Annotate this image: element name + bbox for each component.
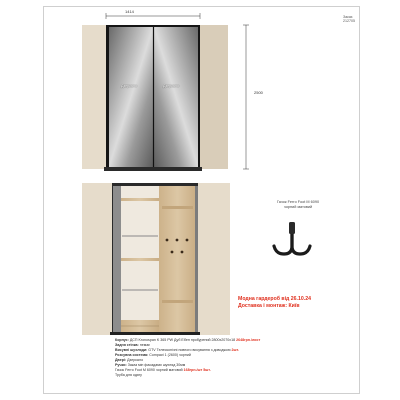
hook-caption-line-2: чорний матовий [283,205,313,209]
specs-list [115,338,355,378]
wardrobe-interior-view [82,183,230,335]
panel-shelf-bottom [162,300,193,303]
spec-row: Корпус: ДСП Kronospan K 365 PW Дуб Ебен пробурений 2800x2070x18 2648грн./лист [115,338,261,342]
interior-floor-rail [110,332,200,335]
hook-2-icon [176,239,179,242]
order-delivery: Доставка і монтаж: Київ [238,303,300,309]
panel-shelf-top [162,206,193,209]
hook-caption [259,200,337,210]
spec-row: Труба для одягу [115,373,142,378]
mirror-door-right [154,27,198,167]
spec-row: Ручки: Заказ мін фасадами шухляд 30мм [115,363,186,368]
hook-icon [274,222,310,254]
spec-row: Гачок Ferro Foot M 6090 чорний матовий 168грн./шт 5шт. [115,368,211,373]
order-number: Заказ 212705 [343,15,355,23]
order-title: Модна гардероб від 26.10.24 [238,296,311,302]
height-dimension [243,25,249,169]
height-dimension-label: 2500 [254,90,263,95]
spec-row: Висувні шухляди: GTV Телескопічні повного висування з доводжою 2шт. [115,348,239,353]
right-mirror-edge [195,186,198,332]
wall-right [200,25,228,169]
wardrobe-front-view [82,25,228,171]
hook-3-icon [186,239,189,242]
spec-row: Розсувна система: Compact 1 (2600) чорний [115,353,191,358]
open-mirror-door [113,186,121,332]
hook-4-icon [171,251,174,254]
hook-caption-line-1: Гачок Ferro Foot M 6090 [276,200,320,204]
hook-5-icon [181,251,184,254]
hook-1-icon [166,239,169,242]
floor-rail [104,167,202,171]
mirror-door-left [109,27,153,167]
spec-row: Двері: Дзеркало [115,358,144,363]
right-door-label: Дзеркало [163,84,179,88]
width-dimension-label: 1414 [125,9,134,14]
spec-row: Задня стінка: немає [115,343,151,348]
top-shelf [121,198,159,201]
width-dimension [106,13,200,19]
middle-shelf [121,258,159,261]
left-door-label: Дзеркало [121,84,137,88]
